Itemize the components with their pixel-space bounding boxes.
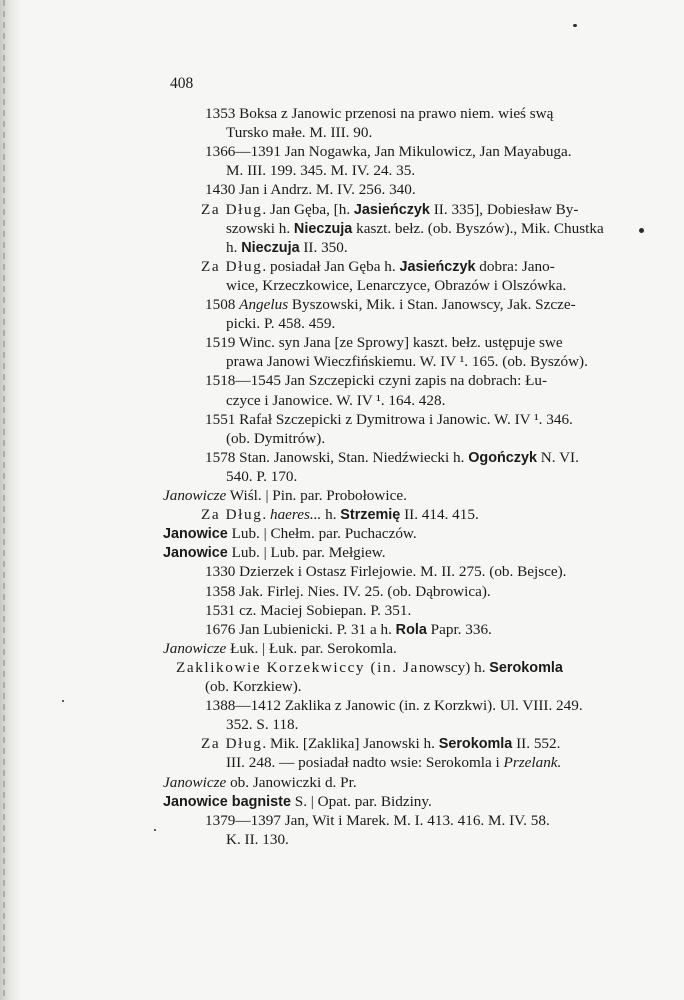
text-line: Janowice Lub. | Lub. par. Mełgiew.: [163, 544, 386, 562]
text-line: picki. P. 458. 459.: [226, 315, 336, 333]
text-line: Za Dług. Mik. [Zaklika] Janowski h. Serokomla II. 552.: [201, 735, 561, 753]
scan-speck: [573, 24, 577, 27]
text-line: Janowicze Łuk. | Łuk. par. Serokomla.: [163, 639, 397, 657]
text-line: 1531 cz. Maciej Sobiepan. P. 351.: [205, 601, 412, 619]
text-line: Tursko małe. M. III. 90.: [226, 124, 373, 142]
text-line: 1366—1391 Jan Nogawka, Jan Mikulowicz, Jan Mayabuga.: [205, 143, 572, 161]
text-line: 540. P. 170.: [226, 467, 298, 485]
text-line: 1551 Rafał Szczepicki z Dymitrowa i Janowic. W. IV ¹. 346.: [205, 410, 573, 428]
text-line: 1519 Winc. syn Jana [ze Sprowy] kaszt. bełz. ustępuje swe: [205, 334, 563, 352]
text-line: Janowice bagniste S. | Opat. par. Bidziny.: [163, 792, 432, 810]
text-line: 1430 Jan i Andrz. M. IV. 256. 340.: [205, 181, 416, 199]
text-line: 1358 Jak. Firlej. Nies. IV. 25. (ob. Dąbrowica).: [205, 582, 491, 600]
text-line: wice, Krzeczkowice, Lenarczyce, Obrazów i Olszówka.: [226, 276, 567, 294]
text-line: 1379—1397 Jan, Wit i Marek. M. I. 413. 416. M. IV. 58.: [205, 811, 550, 829]
text-line: 1353 Boksa z Janowic przenosi na prawo niem. wieś swą: [205, 105, 554, 122]
text-line: szowski h. Nieczuja kaszt. bełz. (ob. Byszów)., Mik. Chustka: [226, 219, 604, 237]
text-line: Zaklikowie Korzekwiccy (in. Janowscy) h. Serokomla: [176, 658, 563, 676]
text-line: czyce i Janowice. W. IV ¹. 164. 428.: [226, 391, 446, 409]
text-line: Janowicze ob. Janowiczki d. Pr.: [163, 773, 357, 791]
text-line: 1330 Dzierzek i Ostasz Firlejowie. M. II. 275. (ob. Bejsce).: [205, 563, 567, 581]
text-line: III. 248. — posiadał nadto wsie: Serokomla i Przelank.: [226, 754, 562, 772]
text-line: 352. S. 118.: [226, 716, 299, 734]
text-line: Za Dług. posiadał Jan Gęba h. Jasieńczyk dobra: Jano-: [201, 257, 555, 275]
text-line: 1508 Angelus Byszowski, Mik. i Stan. Janowscy, Jak. Szcze-: [205, 296, 576, 313]
scan-speck: [639, 228, 644, 233]
text-line: (ob. Korzkiew).: [205, 678, 302, 695]
text-line: prawa Janowi Wieczfińskiemu. W. IV ¹. 165. (ob. Byszów).: [226, 353, 588, 371]
text-line: h. Nieczuja II. 350.: [226, 238, 348, 256]
text-line: M. III. 199. 345. M. IV. 24. 35.: [226, 162, 416, 180]
text-line: 1518—1545 Jan Szczepicki czyni zapis na dobrach: Łu-: [205, 372, 548, 390]
text-line: (ob. Dymitrów).: [226, 429, 326, 447]
text-line: Janowice Lub. | Chełm. par. Puchaczów.: [163, 525, 417, 543]
scan-speck: [154, 829, 156, 831]
text-line: Za Dług. Jan Gęba, [h. Jasieńczyk II. 335], Dobiesław By-: [201, 200, 579, 218]
text-line: K. II. 130.: [226, 830, 289, 848]
text-line: Janowicze Wiśl. | Pin. par. Probołowice.: [163, 487, 407, 504]
text-line: 1676 Jan Lubienicki. P. 31 a h. Rola Papr. 336.: [205, 620, 492, 638]
text-line: 1388—1412 Zaklika z Janowic (in. z Korzkwi). Ul. VIII. 249.: [205, 697, 583, 715]
scan-page-edge: [0, 0, 22, 1000]
page-number: 408: [170, 75, 194, 92]
scan-speck: [62, 700, 64, 702]
text-line: Za Dług. haeres... h. Strzemię II. 414. 415.: [201, 506, 479, 524]
text-line: 1578 Stan. Janowski, Stan. Niedźwiecki h. Ogończyk N. VI.: [205, 448, 579, 466]
